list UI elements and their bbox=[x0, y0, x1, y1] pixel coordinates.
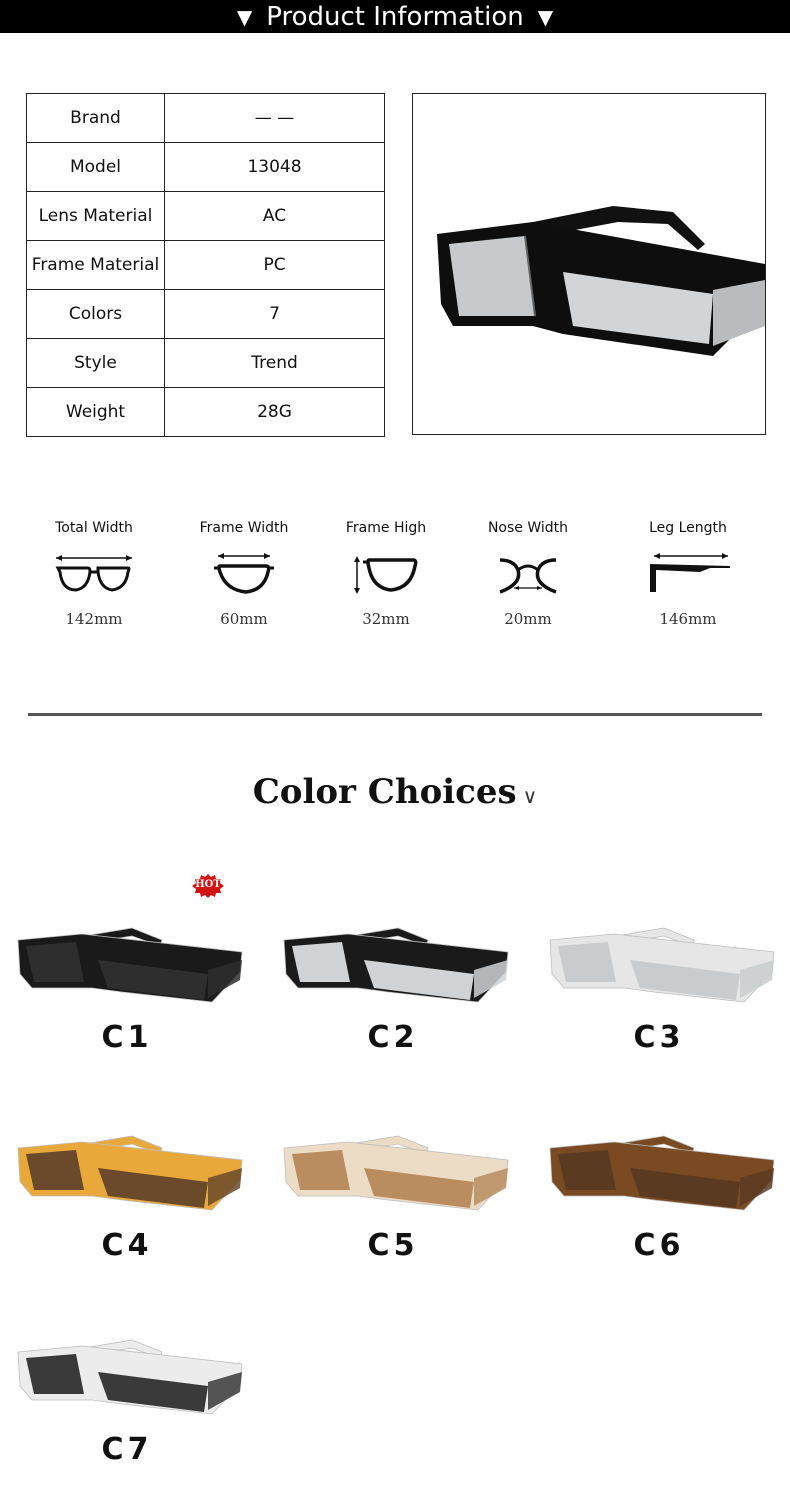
sunglasses-icon bbox=[278, 910, 514, 1020]
spec-key: Colors bbox=[27, 290, 165, 339]
spec-key: Brand bbox=[27, 94, 165, 143]
color-code: C5 bbox=[367, 1228, 419, 1263]
nose-width-icon bbox=[458, 544, 598, 604]
spec-key: Weight bbox=[27, 388, 165, 437]
dimension-label: Total Width bbox=[55, 520, 133, 536]
dimension-leg-length bbox=[618, 520, 758, 628]
leg-length-icon bbox=[618, 544, 758, 604]
dimension-frame-width bbox=[174, 520, 314, 628]
total-width-icon bbox=[24, 544, 164, 604]
spec-value: AC bbox=[165, 192, 385, 241]
dimension-value: 32mm bbox=[362, 610, 410, 628]
sunglasses-icon bbox=[12, 1118, 248, 1228]
spec-key: Lens Material bbox=[27, 192, 165, 241]
banner-title: Product Information bbox=[266, 1, 524, 32]
color-code: C1 bbox=[101, 1020, 153, 1055]
color-option-c7[interactable] bbox=[12, 1322, 252, 1472]
dimension-total-width bbox=[24, 520, 164, 628]
dimension-nose-width bbox=[458, 520, 598, 628]
sunglasses-hero-icon bbox=[413, 94, 765, 434]
spec-key: Model bbox=[27, 143, 165, 192]
spec-row bbox=[27, 94, 385, 143]
color-option-c1[interactable] bbox=[12, 910, 252, 1060]
color-code: C6 bbox=[633, 1228, 685, 1263]
color-code: C7 bbox=[101, 1432, 153, 1467]
spec-row bbox=[27, 143, 385, 192]
product-hero-image bbox=[412, 93, 766, 435]
hot-badge-label: HOT bbox=[195, 879, 221, 890]
section-divider bbox=[28, 713, 762, 716]
dimensions-row bbox=[0, 520, 790, 650]
dimension-value: 60mm bbox=[220, 610, 268, 628]
color-option-c2[interactable] bbox=[278, 910, 518, 1060]
color-option-c3[interactable] bbox=[544, 910, 784, 1060]
color-option-c4[interactable] bbox=[12, 1118, 252, 1268]
spec-value: PC bbox=[165, 241, 385, 290]
frame-width-icon bbox=[174, 544, 314, 604]
sunglasses-icon bbox=[278, 1118, 514, 1228]
spec-value: 7 bbox=[165, 290, 385, 339]
dimension-frame-high bbox=[316, 520, 456, 628]
color-code: C3 bbox=[633, 1020, 685, 1055]
sunglasses-icon bbox=[544, 1118, 780, 1228]
spec-row bbox=[27, 339, 385, 388]
spec-value: 28G bbox=[165, 388, 385, 437]
spec-key: Style bbox=[27, 339, 165, 388]
triangle-down-icon: ▼ bbox=[236, 4, 253, 29]
spec-row bbox=[27, 290, 385, 339]
color-code: C2 bbox=[367, 1020, 419, 1055]
triangle-down-icon: ▼ bbox=[537, 4, 554, 29]
chevron-down-icon: ∨ bbox=[522, 784, 538, 808]
spec-table bbox=[26, 93, 385, 437]
spec-value: — — bbox=[165, 94, 385, 143]
sunglasses-icon bbox=[12, 1322, 248, 1432]
spec-value: Trend bbox=[165, 339, 385, 388]
color-option-c6[interactable] bbox=[544, 1118, 784, 1268]
dimension-label: Leg Length bbox=[649, 520, 727, 536]
frame-high-icon bbox=[316, 544, 456, 604]
color-option-c5[interactable] bbox=[278, 1118, 518, 1268]
hot-badge bbox=[191, 873, 225, 899]
spec-value: 13048 bbox=[165, 143, 385, 192]
color-choices-label: Color Choices bbox=[252, 772, 517, 812]
spec-row bbox=[27, 388, 385, 437]
color-choices-title bbox=[0, 772, 790, 812]
spec-row bbox=[27, 241, 385, 290]
sunglasses-icon bbox=[12, 910, 248, 1020]
spec-row bbox=[27, 192, 385, 241]
spec-key: Frame Material bbox=[27, 241, 165, 290]
color-code: C4 bbox=[101, 1228, 153, 1263]
dimension-value: 146mm bbox=[659, 610, 717, 628]
dimension-value: 142mm bbox=[65, 610, 123, 628]
dimension-value: 20mm bbox=[504, 610, 552, 628]
sunglasses-icon bbox=[544, 910, 780, 1020]
product-info-banner bbox=[0, 0, 790, 33]
dimension-label: Frame Width bbox=[199, 520, 289, 536]
dimension-label: Nose Width bbox=[487, 520, 569, 536]
dimension-label: Frame High bbox=[345, 520, 427, 536]
